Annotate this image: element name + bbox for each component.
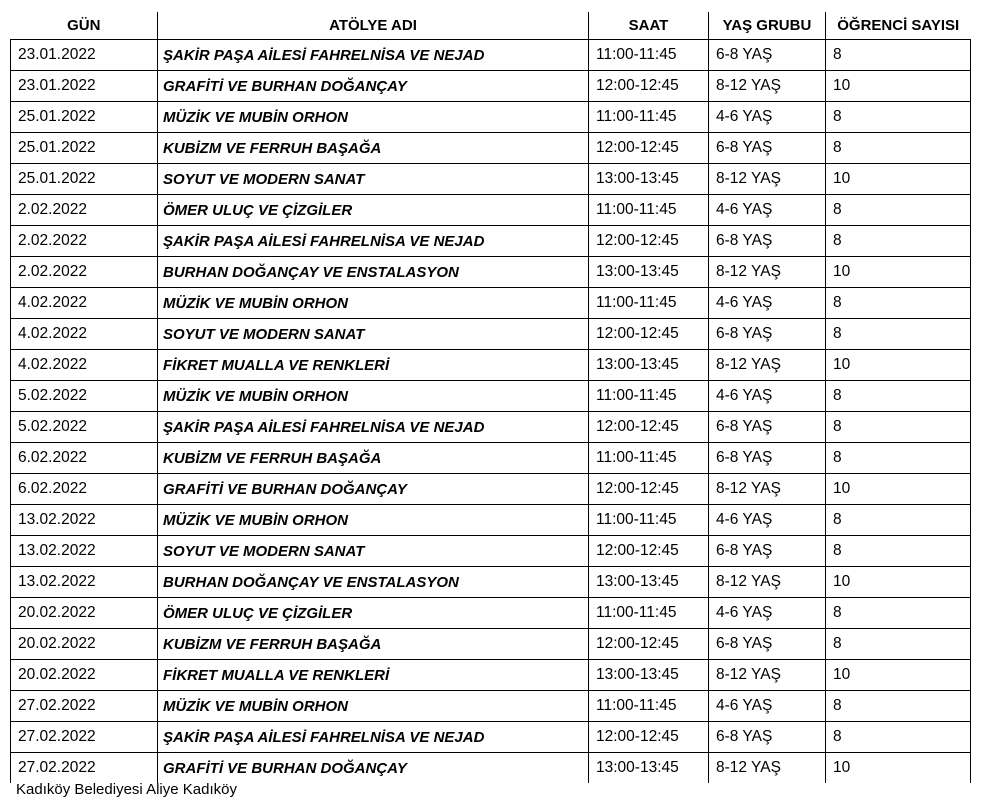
student-count-cell: 10 xyxy=(826,257,971,288)
age-group-cell: 8-12 YAŞ xyxy=(709,71,826,102)
student-count-cell: 10 xyxy=(826,567,971,598)
workshop-name-cell: SOYUT VE MODERN SANAT xyxy=(158,164,589,195)
table-row xyxy=(11,288,971,319)
student-count-cell: 10 xyxy=(826,474,971,505)
time-cell: 11:00-11:45 xyxy=(589,598,709,629)
workshop-schedule-table xyxy=(10,12,971,783)
age-group-cell: 6-8 YAŞ xyxy=(709,133,826,164)
age-group-cell: 4-6 YAŞ xyxy=(709,505,826,536)
age-group-cell: 6-8 YAŞ xyxy=(709,722,826,753)
workshop-name-cell: MÜZİK VE MUBİN ORHON xyxy=(158,381,589,412)
table-body xyxy=(11,40,971,784)
age-group-cell: 6-8 YAŞ xyxy=(709,226,826,257)
age-group-cell: 8-12 YAŞ xyxy=(709,257,826,288)
time-cell: 12:00-12:45 xyxy=(589,133,709,164)
time-cell: 13:00-13:45 xyxy=(589,350,709,381)
table-row xyxy=(11,536,971,567)
age-group-cell: 4-6 YAŞ xyxy=(709,102,826,133)
workshop-name-cell: ŞAKİR PAŞA AİLESİ FAHRELNİSA VE NEJAD xyxy=(158,722,589,753)
workshop-name-cell: ÖMER ULUÇ VE ÇİZGİLER xyxy=(158,195,589,226)
time-cell: 11:00-11:45 xyxy=(589,505,709,536)
workshop-name-cell: ŞAKİR PAŞA AİLESİ FAHRELNİSA VE NEJAD xyxy=(158,226,589,257)
table-row xyxy=(11,350,971,381)
student-count-cell: 8 xyxy=(826,629,971,660)
workshop-name-cell: FİKRET MUALLA VE RENKLERİ xyxy=(158,350,589,381)
student-count-cell: 8 xyxy=(826,133,971,164)
table-row xyxy=(11,257,971,288)
header-row xyxy=(11,12,971,40)
table-row xyxy=(11,567,971,598)
time-cell: 12:00-12:45 xyxy=(589,536,709,567)
workshop-name-cell: GRAFİTİ VE BURHAN DOĞANÇAY xyxy=(158,71,589,102)
age-group-cell: 8-12 YAŞ xyxy=(709,660,826,691)
date-cell: 2.02.2022 xyxy=(11,195,158,226)
table-row xyxy=(11,412,971,443)
workshop-name-cell: FİKRET MUALLA VE RENKLERİ xyxy=(158,660,589,691)
workshop-name-cell: GRAFİTİ VE BURHAN DOĞANÇAY xyxy=(158,474,589,505)
workshop-name-cell: KUBİZM VE FERRUH BAŞAĞA xyxy=(158,629,589,660)
age-group-cell: 8-12 YAŞ xyxy=(709,567,826,598)
table-row xyxy=(11,722,971,753)
table-row xyxy=(11,319,971,350)
time-cell: 12:00-12:45 xyxy=(589,71,709,102)
table-row xyxy=(11,629,971,660)
student-count-cell: 8 xyxy=(826,195,971,226)
age-group-cell: 4-6 YAŞ xyxy=(709,598,826,629)
header-time: SAAT xyxy=(589,12,709,40)
workshop-name-cell: MÜZİK VE MUBİN ORHON xyxy=(158,691,589,722)
header-student-count: ÖĞRENCİ SAYISI xyxy=(826,12,971,40)
age-group-cell: 6-8 YAŞ xyxy=(709,319,826,350)
date-cell: 2.02.2022 xyxy=(11,226,158,257)
workshop-name-cell: MÜZİK VE MUBİN ORHON xyxy=(158,102,589,133)
student-count-cell: 10 xyxy=(826,753,971,784)
age-group-cell: 6-8 YAŞ xyxy=(709,412,826,443)
time-cell: 12:00-12:45 xyxy=(589,226,709,257)
table-row xyxy=(11,164,971,195)
time-cell: 13:00-13:45 xyxy=(589,660,709,691)
date-cell: 5.02.2022 xyxy=(11,381,158,412)
workshop-name-cell: GRAFİTİ VE BURHAN DOĞANÇAY xyxy=(158,753,589,784)
date-cell: 5.02.2022 xyxy=(11,412,158,443)
date-cell: 4.02.2022 xyxy=(11,288,158,319)
age-group-cell: 6-8 YAŞ xyxy=(709,536,826,567)
date-cell: 23.01.2022 xyxy=(11,40,158,71)
date-cell: 27.02.2022 xyxy=(11,691,158,722)
time-cell: 11:00-11:45 xyxy=(589,40,709,71)
age-group-cell: 6-8 YAŞ xyxy=(709,443,826,474)
time-cell: 13:00-13:45 xyxy=(589,753,709,784)
table-row xyxy=(11,598,971,629)
date-cell: 13.02.2022 xyxy=(11,536,158,567)
date-cell: 23.01.2022 xyxy=(11,71,158,102)
date-cell: 25.01.2022 xyxy=(11,102,158,133)
date-cell: 25.01.2022 xyxy=(11,164,158,195)
age-group-cell: 8-12 YAŞ xyxy=(709,164,826,195)
table-row xyxy=(11,474,971,505)
table-row xyxy=(11,381,971,412)
student-count-cell: 8 xyxy=(826,102,971,133)
date-cell: 4.02.2022 xyxy=(11,350,158,381)
student-count-cell: 10 xyxy=(826,660,971,691)
student-count-cell: 8 xyxy=(826,691,971,722)
time-cell: 11:00-11:45 xyxy=(589,288,709,319)
student-count-cell: 8 xyxy=(826,319,971,350)
student-count-cell: 8 xyxy=(826,381,971,412)
time-cell: 12:00-12:45 xyxy=(589,319,709,350)
student-count-cell: 8 xyxy=(826,598,971,629)
time-cell: 11:00-11:45 xyxy=(589,443,709,474)
age-group-cell: 6-8 YAŞ xyxy=(709,40,826,71)
age-group-cell: 8-12 YAŞ xyxy=(709,474,826,505)
header-age-group: YAŞ GRUBU xyxy=(709,12,826,40)
footer-note: Kadıköy Belediyesi Aliye Kadıköy xyxy=(16,781,237,798)
table-row xyxy=(11,660,971,691)
time-cell: 12:00-12:45 xyxy=(589,722,709,753)
table-row xyxy=(11,443,971,474)
time-cell: 13:00-13:45 xyxy=(589,257,709,288)
workshop-name-cell: SOYUT VE MODERN SANAT xyxy=(158,319,589,350)
time-cell: 11:00-11:45 xyxy=(589,381,709,412)
student-count-cell: 8 xyxy=(826,536,971,567)
table-header xyxy=(11,12,971,40)
time-cell: 11:00-11:45 xyxy=(589,102,709,133)
date-cell: 25.01.2022 xyxy=(11,133,158,164)
date-cell: 6.02.2022 xyxy=(11,443,158,474)
time-cell: 12:00-12:45 xyxy=(589,474,709,505)
age-group-cell: 8-12 YAŞ xyxy=(709,350,826,381)
table-row xyxy=(11,505,971,536)
date-cell: 20.02.2022 xyxy=(11,598,158,629)
student-count-cell: 10 xyxy=(826,164,971,195)
workshop-name-cell: MÜZİK VE MUBİN ORHON xyxy=(158,505,589,536)
time-cell: 13:00-13:45 xyxy=(589,164,709,195)
header-workshop-name: ATÖLYE ADI xyxy=(158,12,589,40)
date-cell: 2.02.2022 xyxy=(11,257,158,288)
time-cell: 11:00-11:45 xyxy=(589,195,709,226)
header-date: GÜN xyxy=(11,12,158,40)
age-group-cell: 8-12 YAŞ xyxy=(709,753,826,784)
date-cell: 4.02.2022 xyxy=(11,319,158,350)
student-count-cell: 10 xyxy=(826,71,971,102)
date-cell: 6.02.2022 xyxy=(11,474,158,505)
student-count-cell: 8 xyxy=(826,226,971,257)
workshop-name-cell: MÜZİK VE MUBİN ORHON xyxy=(158,288,589,319)
workshop-name-cell: KUBİZM VE FERRUH BAŞAĞA xyxy=(158,133,589,164)
student-count-cell: 8 xyxy=(826,722,971,753)
table-row xyxy=(11,102,971,133)
workshop-name-cell: BURHAN DOĞANÇAY VE ENSTALASYON xyxy=(158,567,589,598)
workshop-name-cell: ŞAKİR PAŞA AİLESİ FAHRELNİSA VE NEJAD xyxy=(158,40,589,71)
time-cell: 12:00-12:45 xyxy=(589,412,709,443)
table-row xyxy=(11,40,971,71)
workshop-name-cell: BURHAN DOĞANÇAY VE ENSTALASYON xyxy=(158,257,589,288)
date-cell: 13.02.2022 xyxy=(11,567,158,598)
table-row xyxy=(11,691,971,722)
table-row xyxy=(11,195,971,226)
table-row xyxy=(11,753,971,784)
workshop-name-cell: ŞAKİR PAŞA AİLESİ FAHRELNİSA VE NEJAD xyxy=(158,412,589,443)
student-count-cell: 10 xyxy=(826,350,971,381)
age-group-cell: 4-6 YAŞ xyxy=(709,381,826,412)
date-cell: 27.02.2022 xyxy=(11,722,158,753)
schedule-sheet xyxy=(10,12,971,783)
student-count-cell: 8 xyxy=(826,40,971,71)
table-row xyxy=(11,226,971,257)
date-cell: 20.02.2022 xyxy=(11,660,158,691)
time-cell: 11:00-11:45 xyxy=(589,691,709,722)
workshop-name-cell: SOYUT VE MODERN SANAT xyxy=(158,536,589,567)
age-group-cell: 4-6 YAŞ xyxy=(709,288,826,319)
date-cell: 13.02.2022 xyxy=(11,505,158,536)
date-cell: 20.02.2022 xyxy=(11,629,158,660)
student-count-cell: 8 xyxy=(826,505,971,536)
student-count-cell: 8 xyxy=(826,443,971,474)
student-count-cell: 8 xyxy=(826,288,971,319)
age-group-cell: 4-6 YAŞ xyxy=(709,195,826,226)
table-row xyxy=(11,71,971,102)
table-row xyxy=(11,133,971,164)
workshop-name-cell: ÖMER ULUÇ VE ÇİZGİLER xyxy=(158,598,589,629)
age-group-cell: 6-8 YAŞ xyxy=(709,629,826,660)
time-cell: 13:00-13:45 xyxy=(589,567,709,598)
workshop-name-cell: KUBİZM VE FERRUH BAŞAĞA xyxy=(158,443,589,474)
student-count-cell: 8 xyxy=(826,412,971,443)
date-cell: 27.02.2022 xyxy=(11,753,158,784)
age-group-cell: 4-6 YAŞ xyxy=(709,691,826,722)
time-cell: 12:00-12:45 xyxy=(589,629,709,660)
